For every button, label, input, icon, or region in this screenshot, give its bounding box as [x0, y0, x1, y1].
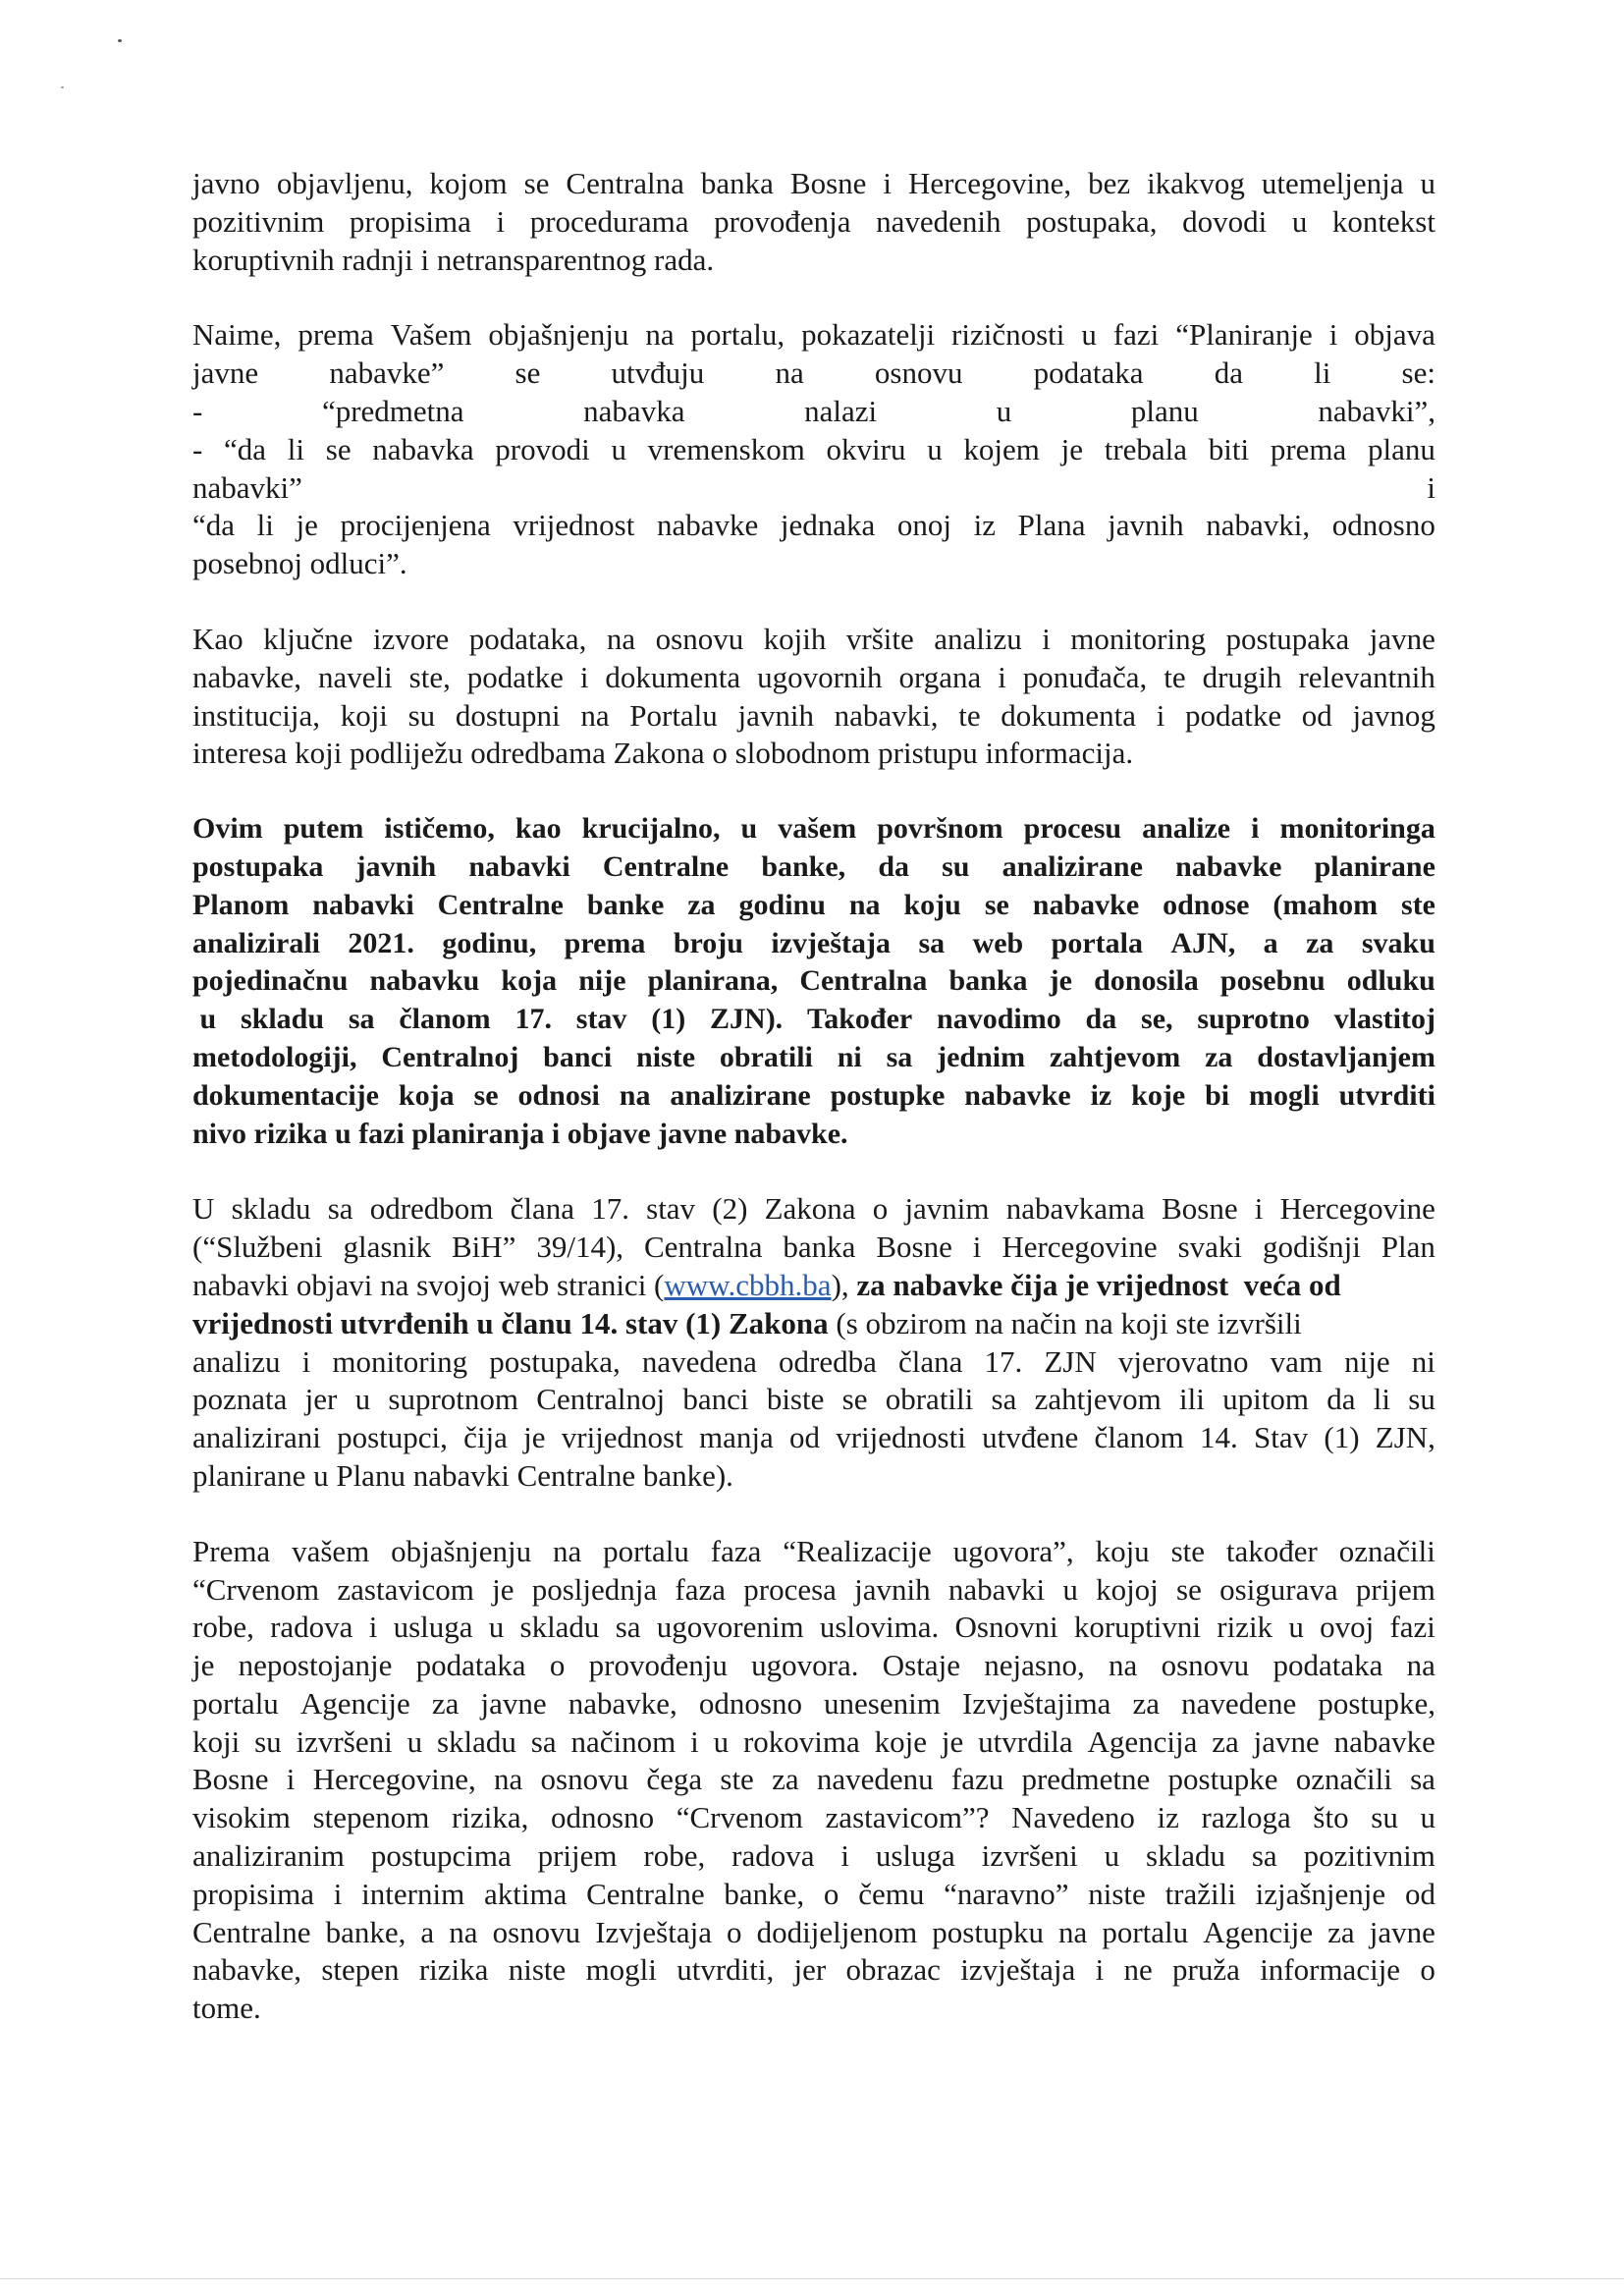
paragraph — [192, 1190, 1435, 1495]
text-line: dokumentacije koja se odnosi na analizirane postupke nabavke iz koje bi mogli utvrditi — [192, 1078, 1435, 1112]
scan-edge-line — [0, 2278, 1624, 2279]
text-line: u skladu sa članom 17. stav (1) ZJN). Također navodimo da se, suprotno vlastitoj — [192, 1003, 1435, 1036]
text-line: analizirali 2021. godinu, prema broju izvještaja sa web portala AJN, a za svaku — [192, 926, 1435, 959]
bold-text-run: za nabavke čija je vrijednost veća od — [856, 1267, 1341, 1302]
paragraph — [192, 316, 1435, 583]
text-line: nabavke, stepen rizika niste mogli utvrditi, jer obrazac izvještaja i ne pruža informacije o — [192, 1952, 1435, 1988]
text-line: koji su izvršeni u skladu sa načinom i u rokovima koje je utvrdila Agencija za javne nabavke — [192, 1723, 1435, 1759]
text-line: nivo rizika u fazi planiranja i objave javne nabavke. — [192, 1117, 848, 1150]
text-line: portalu Agencije za javne nabavke, odnosno unesenim Izvještajima za navedene postupke, — [192, 1685, 1435, 1721]
text-line: javne nabavke” se utvđuju na osnovu podataka da li se: — [192, 355, 1435, 391]
text-run: (s obzirom na način na koji ste izvršili — [828, 1305, 1302, 1340]
text-line: pojedinačnu nabavku koja nije planirana, Centralna banka je donosila posebnu odluku — [192, 964, 1435, 998]
text-line: institucija, koji su dostupni na Portalu javnih nabavki, te dokumenta i podatke od javnog — [192, 697, 1435, 733]
text-line — [192, 1267, 1435, 1305]
text-line: “Crvenom zastavicom je posljednja faza procesa javnih nabavki u kojoj se osigurava prijem — [192, 1571, 1435, 1607]
text-line: Centralne banke, a na osnovu Izvještaja o dodijeljenom postupku na portalu Agencije za javne — [192, 1914, 1435, 1949]
text-line: - “predmetna nabavka nalazi u planu nabavki”, — [192, 393, 1435, 428]
paragraph — [192, 165, 1435, 279]
paragraph-bold — [192, 810, 1435, 1153]
text-line: je nepostojanje podataka o provođenju ugovora. Ostaje nejasno, na osnovu podataka na — [192, 1648, 1435, 1683]
text-line: javno objavljenu, kojom se Centralna banka Bosne i Hercegovine, bez ikakvog utemeljenja u — [192, 166, 1435, 200]
text-line: “da li je procijenjena vrijednost nabavke jednaka onoj iz Plana javnih nabavki, odnosno — [192, 508, 1435, 543]
text-line: tome. — [192, 1991, 261, 2026]
text-line: metodologiji, Centralnoj banci niste obratili ni sa jednim zahtjevom za dostavljanjem — [192, 1040, 1435, 1073]
text-line: pozitivnim propisima i procedurama provođenja navedenih postupaka, dovodi u kontekst — [192, 203, 1435, 239]
paragraph — [192, 621, 1435, 773]
text-line: planirane u Planu nabavki Centralne banke). — [192, 1457, 733, 1493]
text-line: postupaka javnih nabavki Centralne banke, da su analizirane nabavke planirane — [192, 849, 1435, 883]
cbbh-website-link[interactable]: www.cbbh.ba — [664, 1267, 832, 1302]
text-line: visokim stepenom rizika, odnosno “Crvenom zastavicom”? Navedeno iz razloga što su u — [192, 1800, 1435, 1835]
text-line: robe, radova i usluga u skladu sa ugovorenim uslovima. Osnovni koruptivni rizik u ovoj fazi — [192, 1610, 1435, 1645]
text-line: (“Službeni glasnik BiH” 39/14), Centralna banka Bosne i Hercegovine svaki godišnji Plan — [192, 1230, 1435, 1265]
text-run: nabavki objavi na svojoj web stranici ( — [192, 1267, 665, 1302]
text-line: poznata jer u suprotnom Centralnoj banci biste se obratili sa zahtjevom ili upitom da li su — [192, 1382, 1435, 1417]
text-line: Kao ključne izvore podataka, na osnovu kojih vršite analizu i monitoring postupaka javne — [192, 621, 1435, 656]
text-line: propisima i internim aktima Centralne banke, o čemu “naravno” niste tražili izjašnjenje od — [192, 1876, 1435, 1911]
text-line: nabavke, naveli ste, podatke i dokumenta ugovornih organa i ponuđača, te drugih relevantnih — [192, 659, 1435, 694]
text-line — [192, 1305, 1435, 1343]
text-line: analiziranim postupcima prijem robe, radova i usluga izvršeni u skladu sa pozitivnim — [192, 1838, 1435, 1874]
text-line: Planom nabavki Centralne banke za godinu na koju se nabavke odnose (mahom ste — [192, 888, 1435, 921]
paragraph — [192, 1533, 1435, 2028]
bold-text-run: vrijednosti utvrđenih u članu 14. stav (1) Zakona — [192, 1305, 829, 1340]
text-line: Prema vašem objašnjenju na portalu faza “Realizacije ugovora”, koju ste također označili — [192, 1533, 1435, 1568]
text-line: nabavki” i — [192, 469, 1435, 505]
text-line: posebnoj odluci”. — [192, 546, 407, 581]
text-line: koruptivnih radnji i netransparentnog rada. — [192, 242, 715, 277]
text-line: Naime, prema Vašem objašnjenju na portalu, pokazatelji rizičnosti u fazi “Planiranje i objava — [192, 317, 1435, 353]
text-line: analizu i monitoring postupaka, navedena odredba člana 17. ZJN vjerovatno vam nije ni — [192, 1343, 1435, 1379]
text-line: analizirani postupci, čija je vrijednost manja od vrijednosti utvđene članom 14. Stav (1) ZJN, — [192, 1420, 1435, 1455]
text-run: ), — [831, 1267, 857, 1302]
scan-speck — [61, 86, 64, 88]
text-line: - “da li se nabavka provodi u vremenskom okviru u kojem je trebala biti prema planu — [192, 431, 1435, 466]
text-line: Bosne i Hercegovine, na osnovu čega ste za navedenu fazu predmetne postupke označili sa — [192, 1762, 1435, 1797]
scan-speck — [118, 39, 122, 42]
text-line: Ovim putem ističemo, kao krucijalno, u vašem površnom procesu analize i monitoringa — [192, 812, 1435, 846]
letter-page — [192, 165, 1435, 2028]
text-line: interesa koji podliježu odredbama Zakona o slobodnom pristupu informacija. — [192, 736, 1134, 771]
text-line: U skladu sa odredbom člana 17. stav (2) Zakona o javnim nabavkama Bosne i Hercegovine — [192, 1191, 1435, 1227]
